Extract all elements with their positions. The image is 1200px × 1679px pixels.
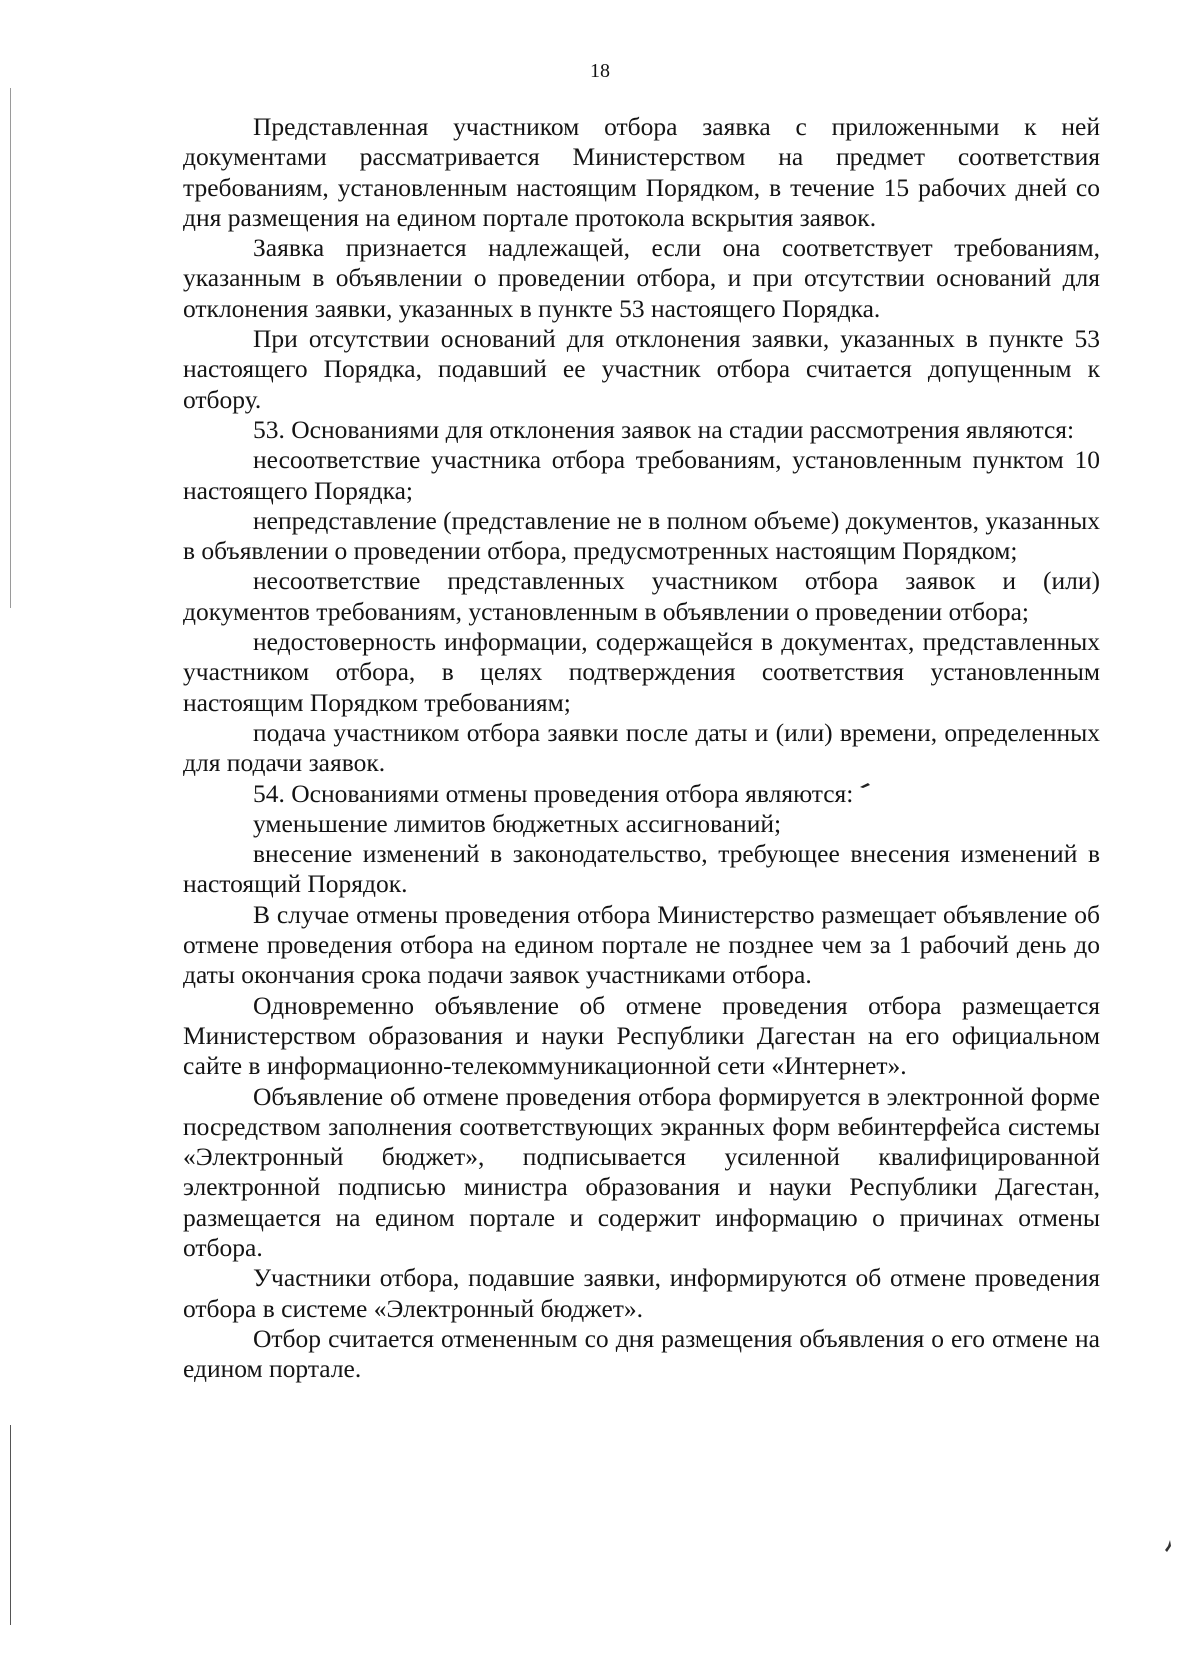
scan-margin-line-top bbox=[10, 88, 11, 608]
paragraph: непредставление (представление не в полном объеме) документов, указанных в объявлении о проведении отбора, предусмотренных настоящим Порядком; bbox=[183, 505, 1100, 566]
page-number: 18 bbox=[590, 60, 610, 82]
paragraph: Одновременно объявление об отмене проведения отбора размещается Министерством образования и науки Республики Дагестан на его официальном сайте в информационно-телекоммуникационной сети «Интернет». bbox=[183, 990, 1100, 1081]
scan-margin-line-bottom bbox=[10, 1425, 11, 1625]
paragraph: Объявление об отмене проведения отбора формируется в электронной форме посредством заполнения соответствующих экранных форм вебинтерфейса системы «Электронный бюджет», подписывается усиленной квалифицированной электронной подписью министра образования и науки Республики Дагестан, размещается на едином портале и содержит информацию о причинах отмены отбора. bbox=[183, 1081, 1100, 1262]
paragraph: Представленная участником отбора заявка с приложенными к ней документами рассматривается Министерством на предмет соответствия требованиям, установленным настоящим Порядком, в течение 15 рабочих дней со дня размещения на едином портале протокола вскрытия заявок. bbox=[183, 112, 1100, 232]
paragraph: несоответствие участника отбора требованиям, установленным пунктом 10 настоящего Порядка; bbox=[183, 445, 1100, 505]
paragraph: Отбор считается отмененным со дня размещения объявления о его отмене на едином портале. bbox=[183, 1323, 1100, 1384]
paragraph: недостоверность информации, содержащейся в документах, представленных участником отбора, в целях подтверждения соответствия установленным настоящим Порядком требованиям; bbox=[183, 627, 1100, 717]
scan-speck-mark bbox=[858, 780, 872, 790]
paragraph: Заявка признается надлежащей, если она соответствует требованиям, указанным в объявлении о проведении отбора, и при отсутствии оснований для отклонения заявки, указанных в пункте 53 настоящего Порядка. bbox=[183, 233, 1100, 323]
paragraph: В случае отмены проведения отбора Министерство размещает объявление об отмене проведения отбора на едином портале не позднее чем за 1 рабочий день до даты окончания срока подачи заявок участниками отбора. bbox=[183, 899, 1100, 990]
paragraph: уменьшение лимитов бюджетных ассигнований; bbox=[253, 808, 782, 838]
paragraph: При отсутствии оснований для отклонения заявки, указанных в пункте 53 настоящего Порядка, подавший ее участник отбора считается допущенным к отбору. bbox=[183, 324, 1100, 414]
document-body bbox=[183, 112, 1100, 1384]
paragraph: 53. Основаниями для отклонения заявок на стадии рассмотрения являются: bbox=[253, 414, 1075, 444]
paragraph: Участники отбора, подавшие заявки, информируются об отмене проведения отбора в системе «Электронный бюджет». bbox=[183, 1263, 1100, 1323]
scan-speck-mark bbox=[1160, 1538, 1174, 1556]
paragraph: внесение изменений в законодательство, требующее внесения изменений в настоящий Порядок. bbox=[183, 839, 1100, 899]
paragraph: подача участником отбора заявки после даты и (или) времени, определенных для подачи заявок. bbox=[183, 717, 1100, 778]
paragraph: 54. Основаниями отмены проведения отбора являются: bbox=[253, 778, 854, 808]
paragraph: несоответствие представленных участником отбора заявок и (или) документов требованиям, установленным в объявлении о проведении отбора; bbox=[183, 566, 1100, 626]
